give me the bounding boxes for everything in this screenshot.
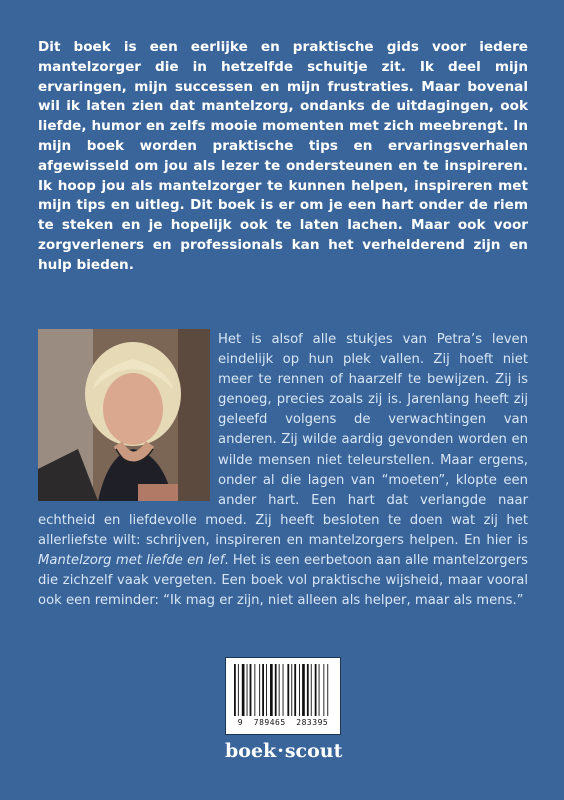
- barcode-bar: [242, 664, 245, 716]
- barcode-bars: [232, 664, 336, 716]
- barcode-bar: [266, 664, 267, 716]
- barcode-bar: [327, 664, 328, 716]
- barcode-bar: [275, 664, 277, 716]
- barcode-bar: [294, 664, 296, 716]
- publisher-logo-part1: boek: [225, 740, 277, 762]
- intro-paragraph: Dit boek is een eerlijke en praktische gids voor iedere mantelzorger die in hetzelfde schuitje zit. Ik deel mijn ervaringen, mijn successen en mijn frustraties. Maar bovenal wil ik laten zien dat mantelzorg, ondanks de uitdagingen, ook liefde, humor en zelfs mooie momenten met zich meebrengt. In mijn boek worden praktische tips en ervaringsverhalen afgewisseld om jou als lezer te ondersteunen en te inspireren. Ik hoop jou als mantelzorger te kunnen helpen, inspireren met mijn tips en uitleg. Dit boek is er om je een hart onder de riem te steken en je hopelijk ook te laten lachen. Maar ook voor zorgverleners en professionals kan het verhelderend zijn en hulp bieden.: [38, 39, 528, 273]
- isbn-barcode: [225, 657, 341, 735]
- bio-text-before: Het is alsof alle stukjes van Petra’s leven eindelijk op hun plek vallen. Zij hoeft niet meer te rennen of haarzelf te bewijzen. Zij is genoeg, precies zoals zij is. Jarenlang heeft zij geleefd volgens de verwachtingen van anderen. Zij wilde aardig gevonden worden en wilde mensen niet teleurstellen. Maar ergens, onder al die lagen van “moeten”, klopte een ander hart. Een hart dat verlangde naar echtheid en liefdevolle moed. Zij heeft besloten te doen wat zij het allerliefste wilt: schrijven, inspireren en mantelzorgers helpen. En hier is: [38, 332, 528, 548]
- photo-float-spacer: [38, 330, 218, 502]
- barcode-bar: [234, 664, 236, 716]
- barcode-bar: [270, 664, 273, 716]
- barcode-bar: [291, 664, 292, 716]
- barcode-bar: [279, 664, 280, 716]
- barcode-bar: [307, 664, 309, 716]
- isbn-middle: 789465: [253, 718, 286, 727]
- barcode-bar: [319, 664, 320, 716]
- barcode-bar: [323, 664, 324, 716]
- barcode-bar: [259, 664, 260, 716]
- barcode-bar: [302, 664, 305, 716]
- barcode-bar: [315, 664, 317, 716]
- barcode-bar: [247, 664, 248, 716]
- author-bio-paragraph: [38, 330, 528, 611]
- isbn-prefix: 9: [237, 718, 244, 727]
- publisher-logo-part2: scout: [284, 740, 343, 762]
- barcode-bar: [283, 664, 284, 716]
- barcode-bar: [311, 664, 312, 716]
- barcode-bar: [299, 664, 300, 716]
- publisher-logo-dot: ·: [277, 740, 284, 762]
- barcode-bar: [287, 664, 289, 716]
- bio-text-after: . Het is een eerbetoon aan alle mantelzorgers die zichzelf vaak vergeten. Een boek vol praktische wijsheid, maar vooral ook een reminder: “Ik mag er zijn, niet alleen als helper, maar als mens.”: [38, 553, 528, 609]
- isbn-end: 283395: [296, 718, 329, 727]
- publisher-logo: [225, 740, 341, 762]
- barcode-bar: [250, 664, 252, 716]
- barcode-bar: [238, 664, 239, 716]
- book-title-inline: Mantelzorg met liefde en lef: [38, 553, 225, 569]
- barcode-bar: [262, 664, 264, 716]
- barcode-bar: [254, 664, 255, 716]
- isbn-number: [226, 718, 340, 727]
